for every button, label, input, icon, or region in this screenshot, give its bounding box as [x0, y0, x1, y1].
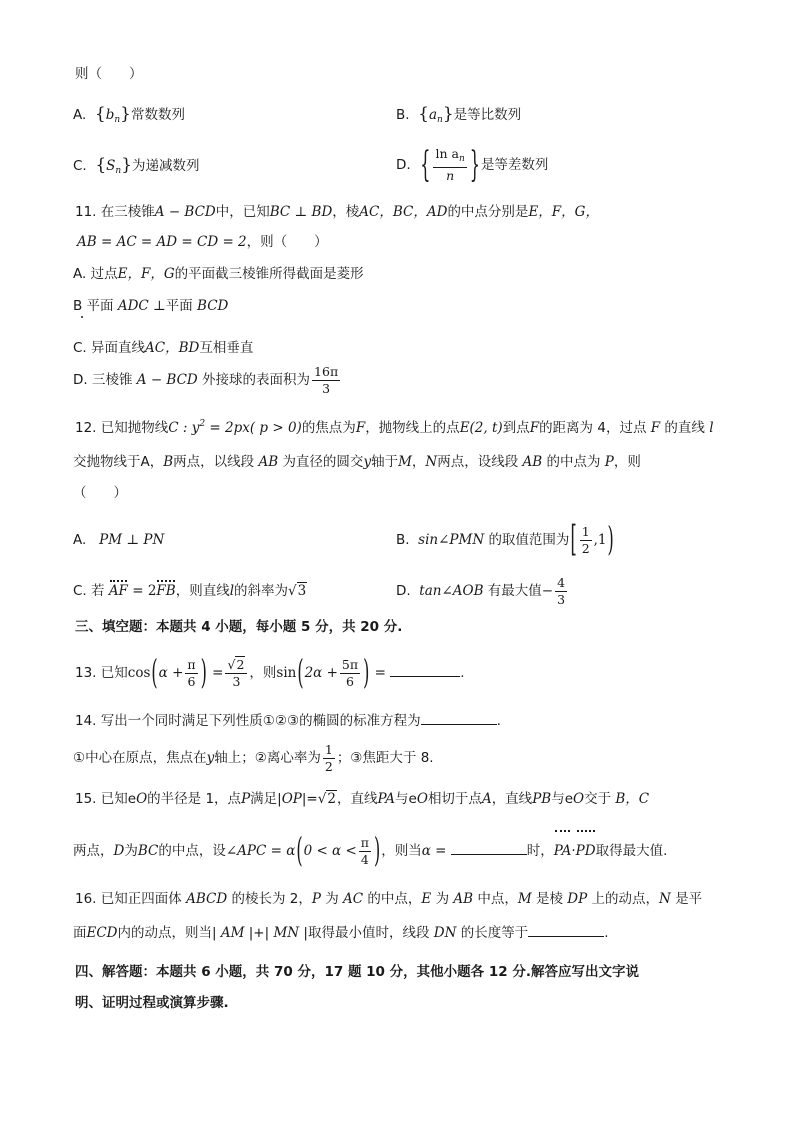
q12-line1: 12. 已知抛物线C : $y^2 = 2px$( p > 0)的焦点为F，抛物线上的点E(2, t)到点F的距离为 4，过点 F 的直线 l: [75, 419, 714, 436]
q14-answer-blank[interactable]: [421, 712, 497, 725]
q15-line2: 两点，D为BC的中点，设∠APC = α(0 < α < $\frac{\pi}{4}$ )，则当α = 时，PA·PD取得最大值.: [73, 830, 668, 870]
q12-line3: （ ）: [73, 485, 127, 501]
q10-option-b: B. $\{a_n\}$是等比数列: [396, 104, 522, 125]
q12-option-c: C. 若 AF = 2FB，则直线l的斜率为√3: [73, 583, 307, 599]
q12-option-b: B. sin∠PMN 的取值范围为[ $\frac{1}{2}$ ,1): [396, 518, 614, 560]
q11-line2: AB = AC = AD = CD = 2，则（ ）: [77, 234, 328, 250]
q11-option-b: B 平面 ADC ⊥平面 BCD: [73, 298, 229, 314]
q12-option-a: A. PM ⊥ PN: [73, 532, 165, 548]
q16-line1: 16. 已知正四面体 ABCD 的棱长为 2，P 为 AC 的中点，E 为 AB 中点，M 是棱 DP 上的动点，N 是平: [75, 891, 703, 907]
q10-option-c: C. $\{S_n\}$为递减数列: [73, 155, 200, 176]
section-4-heading-line1: 四、解答题：本题共 6 小题，共 70 分，17 题 10 分，其他小题各 12 分.解答应写出文字说: [75, 964, 639, 980]
section-4-heading-line2: 明、证明过程或演算步骤.: [75, 995, 229, 1011]
q11-option-a: A. 过点E，F，G的平面截三棱锥所得截面是菱形: [73, 266, 364, 282]
q14-line2: ①中心在原点，焦点在y轴上；②离心率为 $\frac{1}{2}$ ；③焦距大于 8.: [73, 741, 434, 774]
q16-line2: 面ECD内的动点，则当| AM |+| MN |取得最小值时，线段 DN 的长度等于 .: [73, 925, 609, 941]
q11-option-d: D. 三棱锥 A − BCD 外接球的表面积为 $\frac{16\pi}{3}$: [73, 363, 339, 396]
stray-dot: [81, 316, 83, 318]
q10-option-d: D. { $\frac{\ln a_n}{n}$ }是等差数列: [396, 143, 549, 185]
q15-answer-blank[interactable]: [451, 842, 527, 855]
q13: 13. 已知cos(α + $\frac{\pi}{6}$ ) = $\frac{√2}{3}$ ，则sin(2α + $\frac{5\pi}{6}$ ) = .: [75, 652, 465, 692]
q12-option-d: D. tan∠AOB 有最大值− $\frac{4}{3}$: [396, 574, 566, 607]
q14-line1: 14. 写出一个同时满足下列性质①②③的椭圆的标准方程为 .: [75, 713, 501, 729]
q13-answer-blank[interactable]: [390, 664, 460, 677]
q11-line1: 11. 在三棱锥A − BCD中，已知BC ⊥ BD，棱AC，BC，AD的中点分别是E，F，G，: [75, 204, 599, 220]
q12-line2: 交抛物线于A，B两点，以线段 AB 为直径的圆交y轴于M，N两点，设线段 AB 的中点为 P，则: [73, 454, 641, 470]
q16-answer-blank[interactable]: [528, 924, 604, 937]
q11-option-c: C. 异面直线AC，BD互相垂直: [73, 340, 254, 356]
q10-option-a: A. $\{b_n\}$常数数列: [73, 104, 185, 125]
q10-stem: 则（ ）: [75, 66, 143, 82]
q15-line1: 15. 已知eO的半径是 1，点P满足|OP|=√2，直线PA与eO相切于点A，直线PB与eO交于 B，C: [75, 791, 650, 807]
section-3-heading: 三、填空题：本题共 4 小题，每小题 5 分，共 20 分.: [75, 619, 403, 635]
